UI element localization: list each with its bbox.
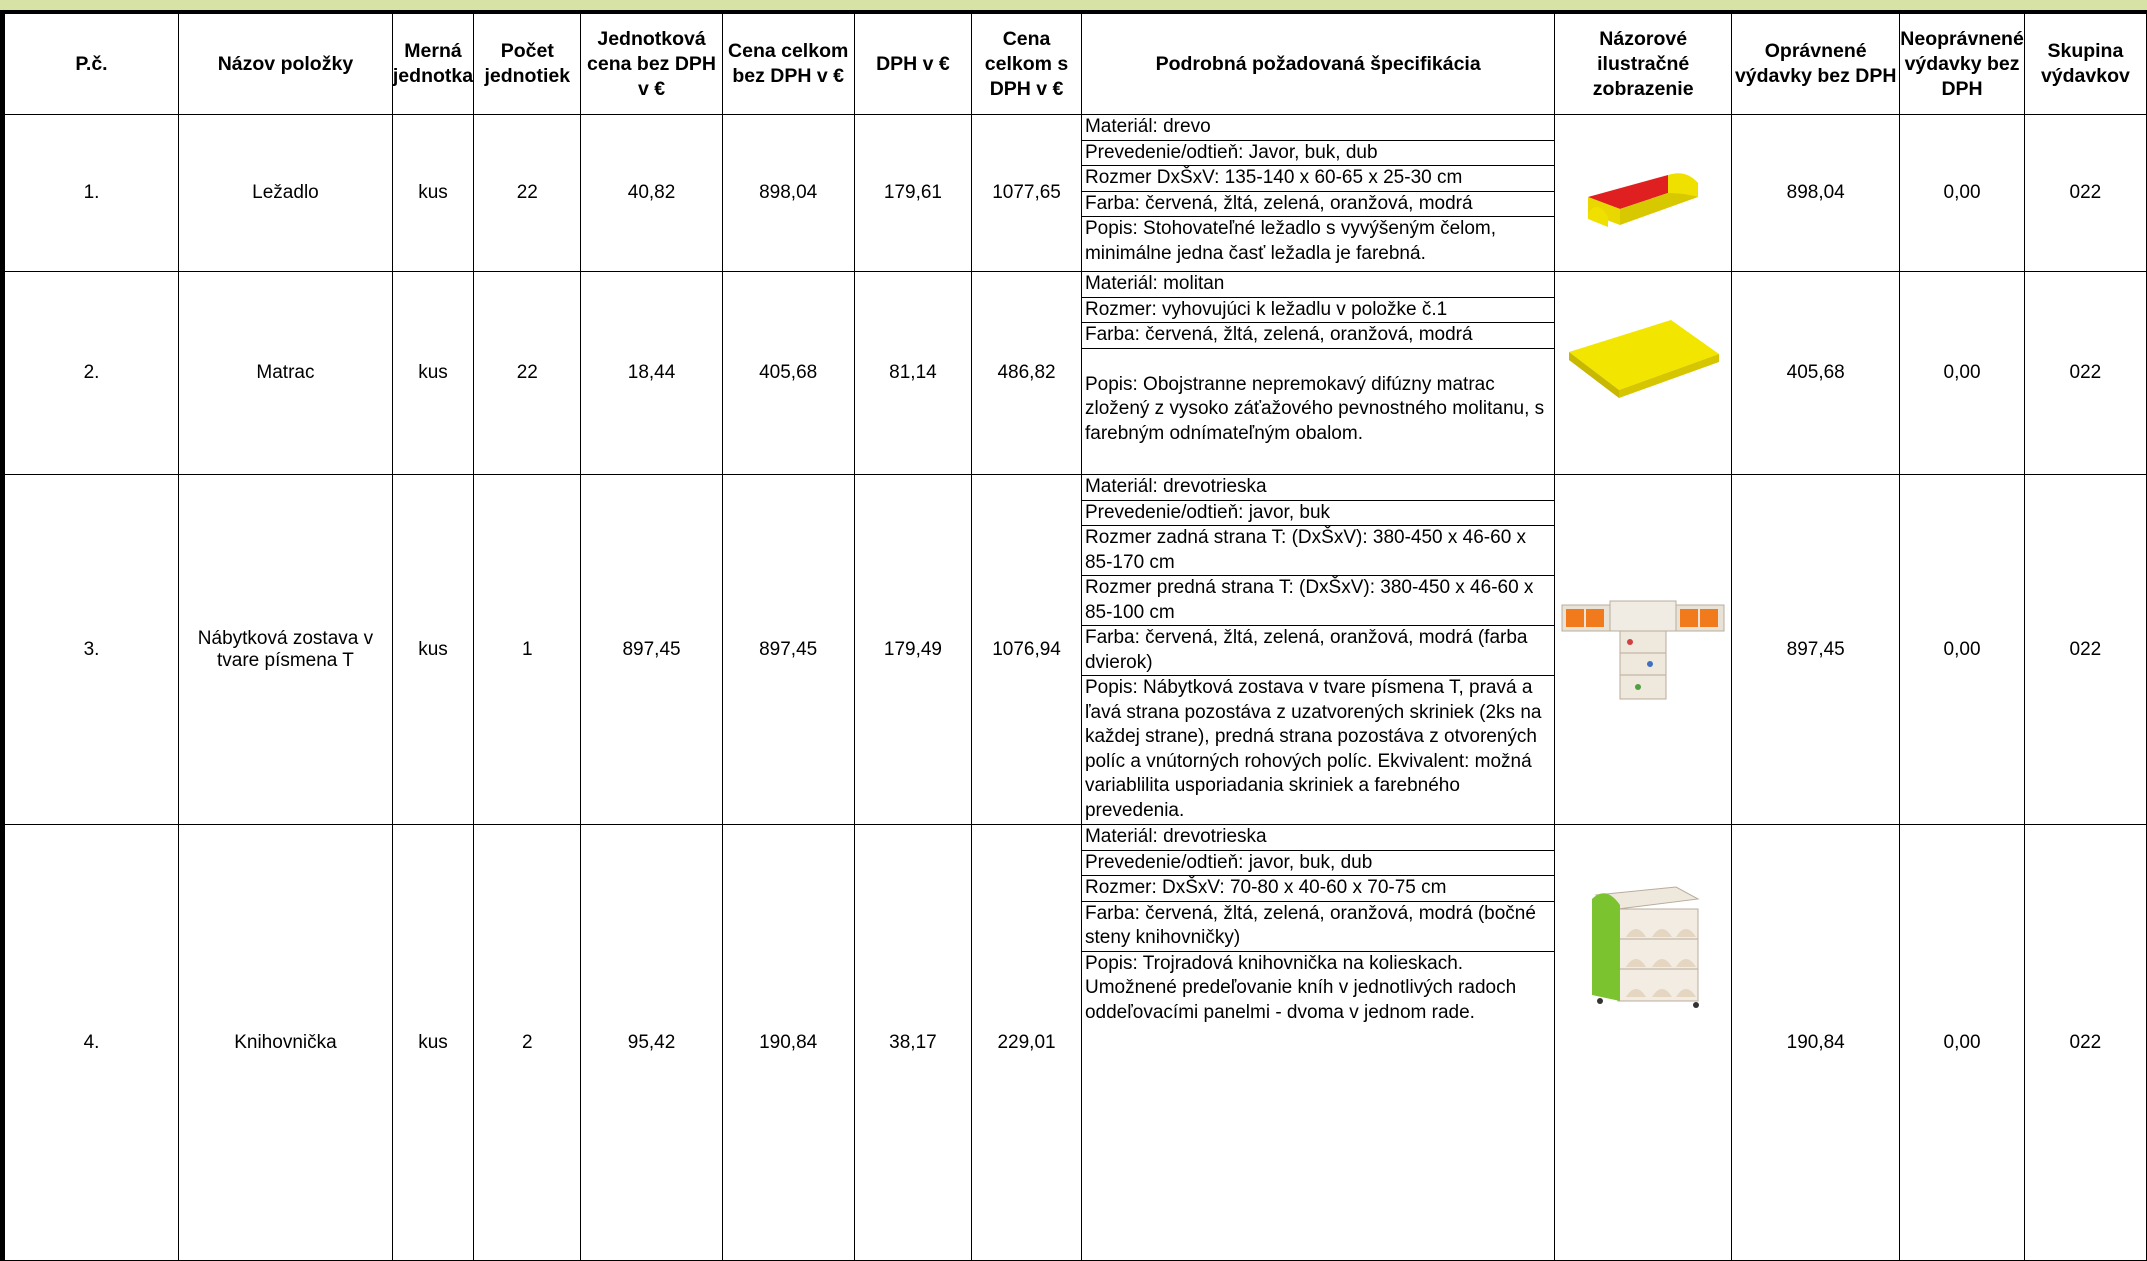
spec-line: Farba: červená, žltá, zelená, oranžová, modrá (farba dvierok) bbox=[1082, 626, 1554, 676]
cell-cena-celkom[interactable]: 405,68 bbox=[722, 272, 854, 475]
cell-skupina[interactable]: 022 bbox=[2024, 115, 2146, 272]
spec-line: Popis: Obojstranne nepremokavý difúzny matrac zložený z vysoko záťažového pevnostného molitanu, s farebným odnímateľným obalom. bbox=[1084, 373, 1545, 444]
col-header-jedn-cena: Jednotková cena bez DPH v € bbox=[581, 14, 722, 115]
cell-jedn-cena[interactable]: 18,44 bbox=[581, 272, 722, 475]
col-header-cena-s-dph: Cena celkom s DPH v € bbox=[972, 14, 1082, 115]
cell-spec[interactable] bbox=[1081, 825, 1554, 1261]
mattress-illustration bbox=[1561, 272, 1726, 422]
col-header-nazorove: Názorové ilustračné zobrazenie bbox=[1555, 14, 1732, 115]
spec-line: Farba: červená, žltá, zelená, oranžová, modrá bbox=[1082, 192, 1554, 218]
cell-nazov[interactable]: Ležadlo bbox=[179, 115, 393, 272]
cell-pocet[interactable]: 2 bbox=[474, 825, 581, 1261]
cell-neopravnene[interactable]: 0,00 bbox=[1900, 475, 2025, 825]
cell-dph[interactable]: 179,49 bbox=[854, 475, 971, 825]
cell-illustration[interactable] bbox=[1555, 475, 1732, 825]
cell-cena-s-dph[interactable]: 486,82 bbox=[972, 272, 1082, 475]
cell-cena-celkom[interactable]: 898,04 bbox=[722, 115, 854, 272]
col-header-dph: DPH v € bbox=[854, 14, 971, 115]
col-header-merna: Merná jednotka bbox=[392, 14, 473, 115]
header-row bbox=[5, 14, 2147, 115]
cell-illustration[interactable] bbox=[1555, 825, 1732, 1261]
spec-line: Prevedenie/odtieň: Javor, buk, dub bbox=[1082, 141, 1554, 167]
cell-dph[interactable]: 81,14 bbox=[854, 272, 971, 475]
spec-line: Prevedenie/odtieň: javor, buk bbox=[1082, 501, 1554, 527]
cell-cena-s-dph[interactable]: 1076,94 bbox=[972, 475, 1082, 825]
table-row bbox=[5, 115, 2147, 272]
spec-line: Popis: Stohovateľné ležadlo s vyvýšeným čelom, minimálne jedna časť ležadla je farebná. bbox=[1084, 218, 1497, 264]
cell-opravnene[interactable]: 897,45 bbox=[1732, 475, 1900, 825]
col-header-pocet: Počet jednotiek bbox=[474, 14, 581, 115]
col-header-spec: Podrobná požadovaná špecifikácia bbox=[1081, 14, 1554, 115]
cell-nazov[interactable]: Knihovnička bbox=[179, 825, 393, 1261]
spreadsheet-frame bbox=[0, 13, 2147, 1261]
spec-line: Materiál: drevo bbox=[1082, 115, 1554, 141]
cell-opravnene[interactable]: 405,68 bbox=[1732, 272, 1900, 475]
cell-pocet[interactable]: 22 bbox=[474, 272, 581, 475]
table-row bbox=[5, 272, 2147, 475]
cell-nazov[interactable]: Nábytková zostava v tvare písmena T bbox=[179, 475, 393, 825]
cell-dph[interactable]: 179,61 bbox=[854, 115, 971, 272]
spec-line: Prevedenie/odtieň: javor, buk, dub bbox=[1082, 851, 1554, 877]
cell-cena-s-dph[interactable]: 229,01 bbox=[972, 825, 1082, 1261]
cell-spec[interactable] bbox=[1081, 115, 1554, 272]
cell-merna[interactable]: kus bbox=[392, 475, 473, 825]
cell-cena-celkom[interactable]: 897,45 bbox=[722, 475, 854, 825]
t-shaped-furniture-illustration bbox=[1558, 595, 1728, 705]
spec-line: Popis: Nábytková zostava v tvare písmena T, pravá a ľavá strana pozostáva z uzatvorených skriniek (2ks na každej strane), predná strana pozostáva z otvorených políc a vnútorných rohových políc. Ekvivalent: možná variablilita usporiadania skriniek a farebného prevedenia. bbox=[1084, 677, 1542, 821]
cot-illustration bbox=[1568, 115, 1718, 265]
spec-line: Rozmer DxŠxV: 135-140 x 60-65 x 25-30 cm bbox=[1082, 166, 1554, 192]
cell-opravnene[interactable]: 190,84 bbox=[1732, 825, 1900, 1261]
table-row bbox=[5, 825, 2147, 1261]
spec-line: Materiál: drevotrieska bbox=[1082, 825, 1554, 851]
col-header-neopravnene: Neoprávnené výdavky bez DPH bbox=[1900, 14, 2025, 115]
cell-pocet[interactable]: 1 bbox=[474, 475, 581, 825]
cell-merna[interactable]: kus bbox=[392, 825, 473, 1261]
cell-nazov[interactable]: Matrac bbox=[179, 272, 393, 475]
cell-cena-s-dph[interactable]: 1077,65 bbox=[972, 115, 1082, 272]
col-header-nazov: Názov položky bbox=[179, 14, 393, 115]
cell-pc[interactable]: 3. bbox=[5, 475, 179, 825]
spec-line: Farba: červená, žltá, zelená, oranžová, modrá bbox=[1082, 323, 1554, 349]
cell-dph[interactable]: 38,17 bbox=[854, 825, 971, 1261]
cell-pocet[interactable]: 22 bbox=[474, 115, 581, 272]
col-header-opravnene: Oprávnené výdavky bez DPH bbox=[1732, 14, 1900, 115]
spec-line: Rozmer predná strana T: (DxŠxV): 380-450 x 46-60 x 85-100 cm bbox=[1082, 576, 1554, 626]
spec-line: Popis: Trojradová knihovnička na kolieskach. Umožnené predeľovanie kníh v jednotlivých radoch oddeľovacími panelmi - dvoma v jednom rade. bbox=[1084, 952, 1517, 1023]
cell-skupina[interactable]: 022 bbox=[2024, 272, 2146, 475]
spec-line: Rozmer zadná strana T: (DxŠxV): 380-450 x 46-60 x 85-170 cm bbox=[1082, 526, 1554, 576]
cell-pc[interactable]: 1. bbox=[5, 115, 179, 272]
cell-illustration[interactable] bbox=[1555, 115, 1732, 272]
table-row bbox=[5, 475, 2147, 825]
cell-skupina[interactable]: 022 bbox=[2024, 475, 2146, 825]
cell-opravnene[interactable]: 898,04 bbox=[1732, 115, 1900, 272]
col-header-skupina: Skupina výdavkov bbox=[2024, 14, 2146, 115]
spec-line: Farba: červená, žltá, zelená, oranžová, modrá (bočné steny knihovničky) bbox=[1082, 902, 1554, 952]
spec-line: Rozmer: DxŠxV: 70-80 x 40-60 x 70-75 cm bbox=[1082, 876, 1554, 902]
cell-cena-celkom[interactable]: 190,84 bbox=[722, 825, 854, 1261]
spec-line: Materiál: drevotrieska bbox=[1082, 475, 1554, 501]
cell-neopravnene[interactable]: 0,00 bbox=[1900, 825, 2025, 1261]
spec-line: Materiál: molitan bbox=[1082, 272, 1554, 298]
cell-neopravnene[interactable]: 0,00 bbox=[1900, 115, 2025, 272]
cell-merna[interactable]: kus bbox=[392, 272, 473, 475]
cell-skupina[interactable]: 022 bbox=[2024, 825, 2146, 1261]
cell-spec[interactable] bbox=[1081, 272, 1554, 475]
items-table bbox=[4, 13, 2147, 1261]
col-header-pc: P.č. bbox=[5, 14, 179, 115]
cell-neopravnene[interactable]: 0,00 bbox=[1900, 272, 2025, 475]
cell-illustration[interactable] bbox=[1555, 272, 1732, 475]
header-band bbox=[0, 0, 2147, 13]
bookcase-illustration bbox=[1568, 865, 1718, 1015]
cell-jedn-cena[interactable]: 897,45 bbox=[581, 475, 722, 825]
cell-jedn-cena[interactable]: 40,82 bbox=[581, 115, 722, 272]
cell-spec[interactable] bbox=[1081, 475, 1554, 825]
cell-merna[interactable]: kus bbox=[392, 115, 473, 272]
cell-jedn-cena[interactable]: 95,42 bbox=[581, 825, 722, 1261]
spec-line: Rozmer: vyhovujúci k ležadlu v položke č.1 bbox=[1082, 298, 1554, 324]
cell-pc[interactable]: 4. bbox=[5, 825, 179, 1261]
cell-pc[interactable]: 2. bbox=[5, 272, 179, 475]
col-header-cena-celkom: Cena celkom bez DPH v € bbox=[722, 14, 854, 115]
